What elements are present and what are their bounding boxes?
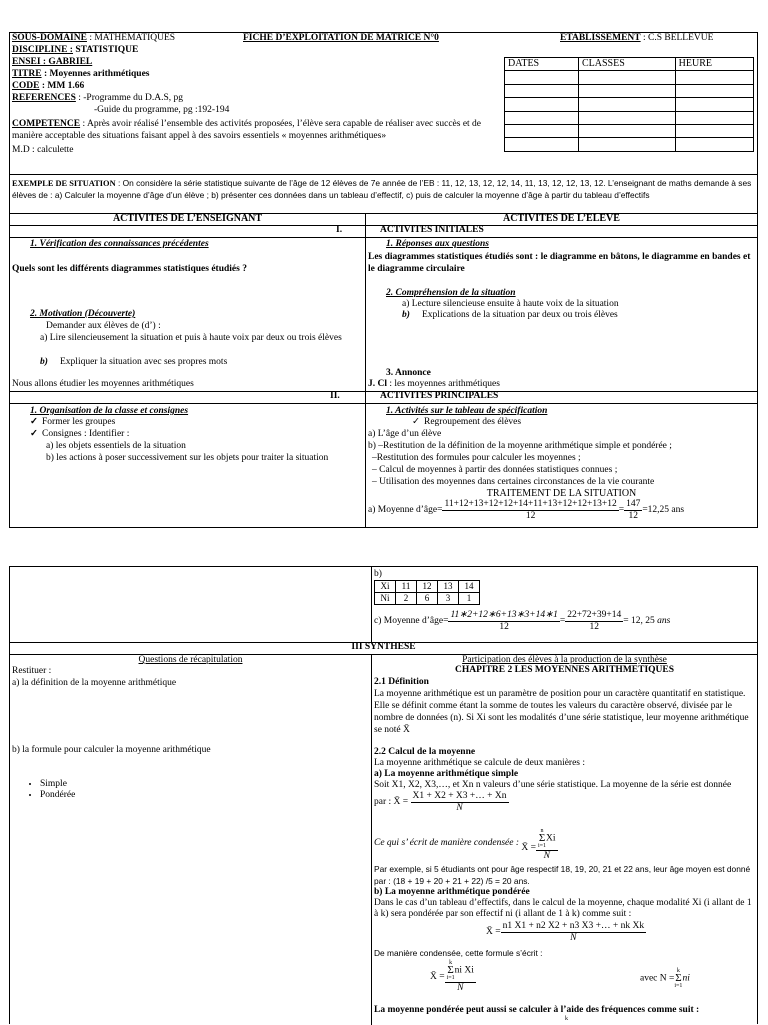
sigma-bottom: i=1 [446,975,455,982]
question-b: b) la formule pour calculer la moyenne arithmétique [12,745,211,755]
fiche-title: FICHE D’EXPLOITATION DE MATRICE N°0 [243,33,439,43]
xi-header: Xi [375,581,396,593]
column-divider [365,213,366,529]
condensed-denominator: N [543,850,550,861]
moyenne-fraction [442,499,618,523]
xi-cell: 11 [396,581,417,593]
item-b-text: Explications de la situation par deux ou trois élèves [422,310,618,320]
calcul-title: 2.2 Calcul de la moyenne [374,747,476,757]
item-b-marker: b) [40,357,48,367]
references-label: REFERENCES [12,93,76,103]
section1-num: I. [336,225,343,235]
hour-cell[interactable] [675,111,753,124]
regroupement-text: Regroupement des élèves [424,417,522,427]
xi-cell: 13 [438,581,459,593]
condensed-fraction [536,829,558,862]
column-divider [371,654,372,1025]
simple-formula [374,791,509,815]
spec-item-a: a) L’âge d’un élève [368,429,442,439]
spec-item-b3: – Calcul de moyennes à partir des données statistiques connues ; [372,465,618,475]
md-line: M.D : calculette [12,145,74,155]
moyenne-fraction-2 [624,499,642,523]
condensed-lhs: X̄ = [521,842,536,853]
ensei-line: ENSEI : GABRIEL [12,57,93,67]
section2-num: II. [330,391,340,401]
class-cell[interactable] [579,111,676,124]
moyenne-c-label: c) Moyenne d’âge= [374,616,449,627]
jcl-value: : les moyennes arithmétiques [387,379,500,389]
specification-heading: 1. Activités sur le tableau de spécification [386,406,548,416]
moyenne-c-eq: = [559,616,566,627]
ponderee-numerator: n1 X1 + n2 X2 + n3 X3 +… + nk Xk [501,921,647,933]
verification-question: Quels sont les différents diagrammes statistiques étudiés ? [12,264,247,274]
moyenne-c-unit: ans [657,616,671,627]
hour-cell[interactable] [675,124,753,137]
section2-title: ACTIVITES PRINCIPALES [380,391,499,401]
dates-row [505,98,754,111]
ponderee-condensed-text: De manière condensée, cette formule s’écrit : [374,948,543,958]
spec-item-b2: –Restitution des formules pour calculer les moyennes ; [372,453,581,463]
dates-row [505,138,754,151]
ponderee2-fraction [445,961,476,994]
ni-cell: 1 [459,592,480,604]
competence-block [12,119,502,143]
spec-item-b4: – Utilisation des moyennes dans certaines circonstances de la vie courante [372,477,655,487]
item-b-marker: b) [402,310,410,320]
moyenne-c-fraction [448,610,559,634]
situation-text: : On considère la série statistique suivante de l’âge de 12 élèves de 7e année de l’EB : 11, 12, 13, 12, 12, 14, 11, 13, 12, 12, 13, 12. L’enseignant de maths demande à ses élèves de : a) Calculer la moyenne d’âge d’un élève ; b) présenter ces données dans un tableau d’effectif, c) puis de calculer la moyenne d’âge à partir du tableau d’effectifs [12,178,752,200]
item-b-text: Expliquer la situation avec ses propres mots [60,357,228,367]
ponderee-denominator: N [570,933,577,944]
comprehension-item-a: a) Lecture silencieuse ensuite à haute voix de la situation [402,299,619,309]
discipline-label: DISCIPLINE : [12,45,73,55]
moyenne-c-denominator-2: 12 [589,622,599,633]
check-icon: ✓ [412,417,420,427]
ponderee2-numerator [445,961,476,983]
moyenne-label: a) Moyenne d’âge= [368,505,443,516]
moyenne-c-denominator: 12 [499,622,509,633]
moyenne-c-formula [374,610,670,634]
condensed-xi: Xi [546,833,556,844]
spec-item-b: b) –Restitution de la définition de la moyenne arithmétique simple et pondérée ; [368,441,672,451]
ni-cell: 3 [438,592,459,604]
avec-term: ni [682,973,690,984]
column-enseignant-header: ACTIVITES DE L’ENSEIGNANT [112,213,263,224]
regroupement-line [412,417,521,428]
situation-label: EXEMPLE DE SITUATION [12,179,116,188]
date-cell[interactable] [505,124,579,137]
sous-domaine-value: : MATHEMATIQUES [86,33,176,43]
sigma-top: k [449,960,453,966]
section1-title: ACTIVITES INITIALES [380,225,484,235]
moyenne-c-numerator-2: 22+72+39+14 [565,610,623,622]
frequence-sigma-top: k [565,1016,568,1022]
code-line [12,81,84,92]
moyenne-c-fraction-2 [565,610,623,634]
simple-title: a) La moyenne arithmétique simple [374,769,519,779]
date-cell[interactable] [505,98,579,111]
dates-table [504,57,754,152]
hour-cell[interactable] [675,98,753,111]
ponderee-title: b) La moyenne arithmétique pondérée [374,887,530,897]
definition-title: 2.1 Définition [374,677,429,687]
document-page-1 [9,32,758,528]
motivation-heading: 2. Motivation (Découverte) [30,309,136,319]
sigma-top: n [540,828,544,834]
b-label: b) [374,569,382,579]
condensed-numerator [536,829,558,851]
simple-text: Soit X1, X2, X3,…, et Xn n valeurs d’une série statistique. La moyenne de la série est donnée [374,780,732,790]
consigne-identify [30,429,129,440]
responses-text: Les diagrammes statistiques étudiés sont : le diagramme en bâtons, le diagramme en bandes et le diagramme circulaire [368,252,751,275]
consigne-groups [30,417,115,428]
condensed-text: Ce qui s’ écrit de manière condensée : [374,837,520,848]
jcl-line [368,379,500,390]
dates-row [505,71,754,84]
hour-cell[interactable] [675,71,753,84]
responses-heading: 1. Réponses aux questions [386,239,489,249]
ponderee2-term: ni Xi [454,965,474,976]
sigma-icon: Σ [675,972,682,985]
organisation-heading: 1. Organisation de la classe et consignes [30,406,189,416]
consigne-groups-text: Former les groupes [42,417,116,427]
date-cell[interactable] [505,84,579,97]
divider [10,174,757,175]
divider [10,237,757,238]
competence-value: : Après avoir réalisé l’ensemble des activités proposées, l’élève sera capable de réaliser avec succès et de manière acceptable des situations faisant appel à des savoirs essentiels « moyennes arithmétiques» [12,119,482,141]
annonce-heading: 3. Annonce [386,368,431,378]
moyenne-denominator: 12 [525,511,536,522]
recap-header: Questions de récapitulation [138,655,243,665]
class-cell[interactable] [579,98,676,111]
traitement-title: TRAITEMENT DE LA SITUATION [486,488,637,499]
ni-cell: 6 [417,592,438,604]
class-cell[interactable] [579,138,676,151]
date-cell[interactable] [505,71,579,84]
date-cell[interactable] [505,138,579,151]
list-item-simple: • Simple [40,779,75,790]
sigma-bottom: i=1 [674,983,683,990]
check-icon: ✓ [30,417,38,427]
calcul-intro: La moyenne arithmétique se calcule de deux manières : [374,758,586,768]
intro-sentence: Nous allons étudier les moyennes arithmétiques [12,379,194,389]
heure-header: HEURE [675,58,753,71]
sigma-top: k [676,968,680,974]
ponderee-formula [486,921,646,945]
comprehension-heading: 2. Compréhension de la situation [386,288,516,298]
sigma-bottom: i=1 [537,843,547,850]
references-line [12,93,183,104]
ponderee2-lhs: X̄ = [430,971,445,982]
dates-header: DATES [505,58,579,71]
moyenne-result: =12,25 ans [642,505,685,516]
column-eleve-header: ACTIVITES DE L’ELEVE [503,213,620,224]
titre-label: TITRE [12,69,42,79]
motivation-item-a: a) Lire silencieusement la situation et puis à haute voix par deux ou trois élèves [40,333,342,343]
references-value-1: : -Programme du D.A.S, pg [75,93,184,103]
frequence-text: La moyenne pondérée peut aussi se calculer à l’aide des fréquences comme suit : [374,1005,700,1015]
moyenne-formula [368,499,684,523]
list-item-ponderee: • Pondérée [40,790,75,801]
consigne-b: b) les actions à poser successivement sur les objets pour traiter la situation [46,453,329,463]
code-value: : MM 1.66 [39,81,85,91]
class-cell[interactable] [579,124,676,137]
moyenne-eq: = [618,505,625,516]
sigma-icon: Σ [447,964,454,977]
page-gap [0,528,768,566]
chapitre-title: CHAPITRE 2 LES MOYENNES ARITHMETIQUES [454,665,675,675]
avec-formula [640,969,690,990]
ponderee-text: Dans le cas d’un tableau d’effectifs, dans le calcul de la moyenne, chaque modalité Xi (i allant de 1 à k) sera pondérée par son effectif ni (i allant de 1 à k) comme suit : [374,898,752,920]
classes-header: CLASSES [579,58,676,71]
dates-row [505,84,754,97]
formula-kinds-list [26,779,75,802]
document-page-2 [9,566,758,1024]
column-divider [371,567,372,642]
sigma-block [447,961,455,982]
motivation-item-b [40,357,227,368]
dates-row [505,124,754,137]
etablissement-value: : C.S BELLEVUE [640,33,714,43]
dates-row [505,111,754,124]
hour-cell[interactable] [675,138,753,151]
question-a: a) la définition de la moyenne arithmétique [12,678,177,688]
titre-value: : Moyennes arithmétiques [41,69,150,79]
definition-text: La moyenne arithmétique est un paramètre de position pour un caractère quantitatif en statistique. Elle se définit comme étant la somme de toutes les valeurs du caractère observé, divisée par le nombre de données (n). Si Xi sont les modalités d’une série statistique, leur moyenne arithmétique se noté X̄ [374,689,749,735]
moyenne-c-result: = 12, 25 [623,616,655,627]
check-icon: ✓ [30,429,38,439]
sous-domaine-label: SOUS-DOMAINE [12,33,87,43]
competence-label: COMPETENCE [12,119,81,129]
simple-numerator: X1 + X2 + X3 +… + Xn [411,791,509,803]
ponderee-lhs: X̄ = [486,927,501,938]
moyenne-numerator: 11+12+13+12+12+14+11+13+12+12+13+12 [442,499,618,511]
code-label: CODE [12,81,40,91]
restituer-label: Restituer : [12,666,52,676]
situation-block [12,178,752,201]
condensed-formula [374,825,558,862]
moyenne-numerator-2: 147 [624,499,642,511]
xi-cell: 14 [459,581,480,593]
participation-header: Participation des élèves à la production de la synthèse [462,655,667,665]
motivation-demand: Demander aux élèves de (d’) : [46,321,161,331]
date-cell[interactable] [505,111,579,124]
sous-domaine-line [12,33,175,44]
ni-cell: 2 [396,592,417,604]
ponderee2-denominator: N [457,982,464,993]
class-cell[interactable] [579,71,676,84]
ponderee-condensed-formula [430,961,476,994]
etablissement-line [560,33,713,44]
moyenne-c-numerator: 11∗2+12∗6+13∗3+14∗1 [448,610,559,622]
effectifs-table [374,580,480,605]
synthese-title: III SYNTHESE [351,642,416,652]
titre-line [12,69,150,80]
consigne-a: a) les objets essentiels de la situation [46,441,186,451]
ponderee-fraction [501,921,647,945]
verification-heading: 1. Vérification des connaissances précédentes [30,239,209,249]
ni-header: Ni [375,592,396,604]
discipline-line [12,45,138,56]
simple-lhs: par : X̄ = [374,797,409,808]
example-text: Par exemple, si 5 étudiants ont pour âge respectif 18, 19, 20, 21 et 22 ans, leur âge moyen est donné par : (18 + 19 + 20 + 21 + 22) /5 = 20 ans. [374,864,751,887]
class-cell[interactable] [579,84,676,97]
simple-fraction [411,791,509,815]
references-value-2: -Guide du programme, pg :192-194 [94,105,230,115]
xi-cell: 12 [417,581,438,593]
consigne-identify-text: Consignes : Identifier : [42,429,130,439]
jcl-label: J. Cl [368,379,387,389]
sigma-icon: Σ [538,832,546,845]
simple-denominator: N [456,803,463,814]
hour-cell[interactable] [675,84,753,97]
discipline-value: STATISTIQUE [72,45,139,55]
avec-text: avec N = [640,973,675,984]
moyenne-denominator-2: 12 [628,511,638,522]
divider [10,403,757,404]
comprehension-item-b [402,310,618,321]
sigma-block [538,829,546,850]
etablissement-label: ETABLISSEMENT [560,33,641,43]
